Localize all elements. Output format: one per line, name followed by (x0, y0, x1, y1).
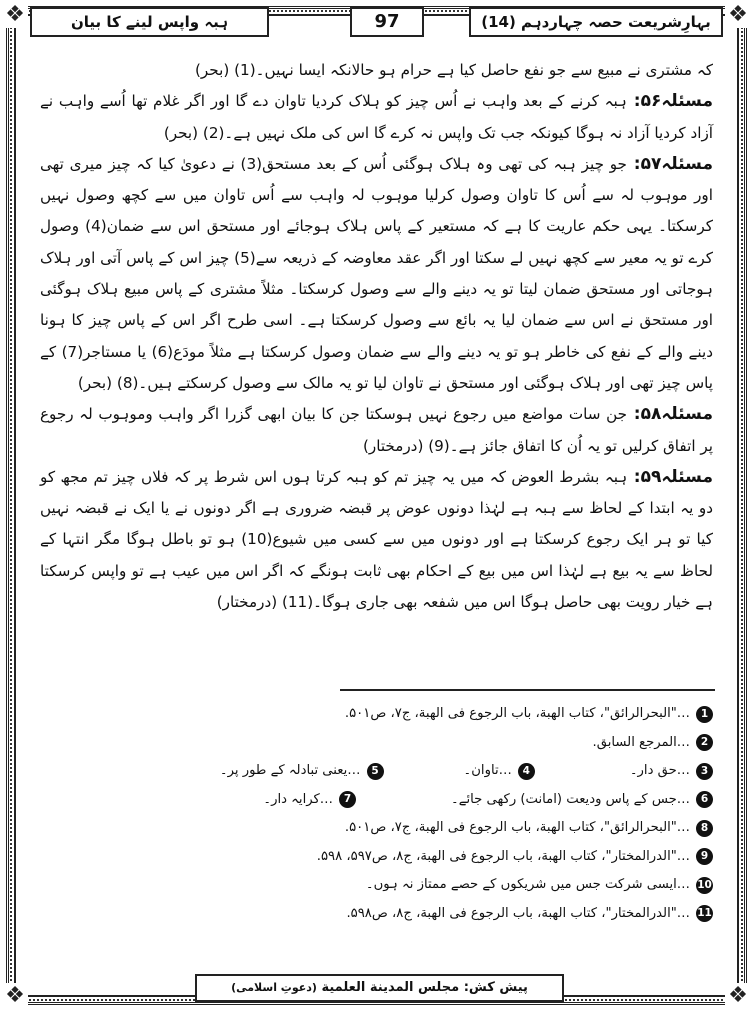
footnote-number: 2 (696, 734, 713, 751)
book-title: بہارِشریعت حصہ چہاردہم (14) (469, 7, 723, 37)
footnote-separator (340, 689, 715, 691)
footnotes (40, 700, 713, 928)
footnote-text: …"الدرالمختار"، كتاب الهبة، باب الرجوع فی الهبة، ج۸، ص۵۹۸. (346, 905, 690, 921)
paragraph-text: جو چیز ہبہ کی تھی وہ ہلاک ہوگئی اُس کے بعد مستحق(3) نے دعویٰ کیا کہ چیز میری تھی اور موہوب لہ سے اُس کا تاوان وصول کرلیا موہوب لہ واہب سے اُس تاوان میں سے کچھ وصول نہیں کرسکتا۔ یہی حکم عاریت کا ہے کہ مستعیر کے پاس ہلاک ہوجائے اور مستحق اس سے ضمان(4) وصول کرے تو یہ معیر سے کچھ نہیں لے سکتا اور اگر عقد معاوضہ کے ذریعہ سے(5) چیز اس کے پاس آتی اور ہلاک ہوجاتی اور مستحق ضمان لیتا تو یہ دینے والے سے وصول کرسکتا۔ مثلاً مشتری کے پاس مبیع ہلاک ہوگئی اور مستحق نے اس سے ضمان لیا یہ بائع سے وصول کرسکتا ہے۔ اسی طرح اگر اس کے پاس چیز کا ہونا دینے والے کے نفع کی خاطر ہو تو یہ دینے والے سے ضمان وصول کرسکتا ہے مثلاً مودَع(6) یا مستاجر(7) کے پاس چیز تھی اور ہلاک ہوگئی اور مستحق نے تاوان لیا تو یہ مالک سے وصول کرسکتے ہیں۔(8) (بحر) (40, 154, 713, 392)
footnote-number: 3 (696, 763, 713, 780)
footnote-number: 5 (367, 763, 384, 780)
footnote-number: 11 (696, 905, 713, 922)
paragraph (40, 55, 713, 86)
footer-org: مجلس المدینة العلمیة (321, 980, 460, 995)
paragraph-text: کہ مشتری نے مبیع سے جو نفع حاصل کیا ہے حرام ہو حالانکہ ایسا نہیں۔(1) (بحر) (195, 61, 713, 79)
paragraph (40, 149, 713, 399)
chapter-title: ہبہ واپس لینے کا بیان (30, 7, 269, 37)
footnote-text: …تاوان۔ (463, 763, 512, 778)
footnote-text: …ایسی شرکت جس میں شریکوں کے حصے ممتاز نہ ہوں۔ (365, 877, 690, 892)
footnote-text: …حق دار۔ (629, 763, 690, 778)
footer-prefix: پیش کش: (463, 980, 528, 995)
footnote-number: 8 (696, 820, 713, 837)
paragraph (40, 462, 713, 618)
footnote-text: …"البحرالرائق"، كتاب الهبة، باب الرجوع فی الهبة، ج۷، ص۵۰۱. (344, 820, 690, 835)
masala-label: مسئلہ۵۶: (626, 91, 713, 112)
footnote-number: 6 (696, 791, 713, 808)
paragraph-text: جن سات مواضع میں رجوع نہیں ہوسکتا جن کا بیان ابھی گزرا اگر واہب وموہوب لہ رجوع پر اتفاق کرلیں تو یہ اُن کا اتفاق جائز ہے۔(9) (درمختار) (40, 405, 713, 455)
masala-label: مسئلہ۵۸: (627, 404, 713, 425)
footnote-row (40, 900, 713, 929)
footnote-text: …یعنی تبادلہ کے طور پر۔ (219, 763, 361, 778)
corner-ornament-top-left-icon: ❖ (2, 2, 28, 28)
paragraph-text: ہبہ بشرط العوض کہ میں یہ چیز تم کو ہبہ کرتا ہوں اس شرط پر کہ فلاں چیز تم مجھ کو دو یہ ابتدا کے لحاظ سے ہبہ ہے لہٰذا دونوں عوض پر قبضہ ضروری ہے اگر دونوں نے یا ایک نے قبضہ نہیں کیا تو ہر ایک رجوع کرسکتا ہے اور دونوں میں سے کسی میں شیوع(10) ہو تو باطل ہوگا مگر انتہا کے لحاظ سے یہ بیع ہے لہٰذا اس میں بیع کے احکام بھی ثابت ہونگے کہ اگر اس میں عیب ہے تو واپس کرسکتا ہے خیار رویت بھی حاصل ہوگا اس میں شفعہ بھی جاری ہوگا۔(11) (درمختار) (40, 467, 713, 612)
page-footer (195, 974, 564, 1002)
footnote-row (40, 700, 713, 729)
paragraph-text: ہبہ کرنے کے بعد واہب نے اُس چیز کو ہلاک کردیا تاوان دے گا اور اگر غلام تھا اُسے واہب نے آزاد کردیا آزاد نہ ہوگا کیونکہ جب تک واپس نہ کرے گا اس کی ملک نہیں ہے۔(2) (بحر) (40, 92, 713, 142)
footnote-text: …کرایہ دار۔ (263, 791, 333, 807)
page-header (30, 7, 723, 35)
footnote-text: …جس کے پاس ودیعت (امانت) رکھی جائے۔ (451, 791, 690, 807)
paragraph (40, 399, 713, 462)
corner-ornament-top-right-icon: ❖ (725, 2, 751, 28)
footnote-text: …"البحرالرائق"، كتاب الهبة، باب الرجوع فی الهبة، ج۷، ص۵۰۱. (344, 706, 690, 721)
footnote-text: …"الدرالمختار"، كتاب الهبة، باب الرجوع فی الهبة، ج۸، ص۵۹۷، ۵۹۸. (316, 848, 690, 864)
footnote-row (40, 843, 713, 872)
footnote-row (40, 786, 713, 815)
footer-suffix: (دعوتِ اسلامی) (231, 981, 317, 994)
footnote-number: 10 (696, 877, 713, 894)
footnote-number: 7 (339, 791, 356, 808)
paragraph (40, 86, 713, 149)
footnote-number: 1 (696, 706, 713, 723)
masala-label: مسئلہ۵۹: (627, 466, 714, 487)
masala-label: مسئلہ۵۷: (626, 153, 714, 174)
main-text (40, 55, 713, 618)
footnote-text: …المرجع السابق. (592, 734, 690, 750)
page-number: 97 (350, 7, 424, 37)
footnote-row (40, 729, 713, 758)
footnote-number: 9 (696, 848, 713, 865)
footnote-row (40, 757, 713, 786)
corner-ornament-bottom-left-icon: ❖ (2, 983, 28, 1009)
footnote-number: 4 (518, 763, 535, 780)
footnote-row (40, 814, 713, 843)
footnote-row (40, 871, 713, 900)
corner-ornament-bottom-right-icon: ❖ (725, 983, 751, 1009)
